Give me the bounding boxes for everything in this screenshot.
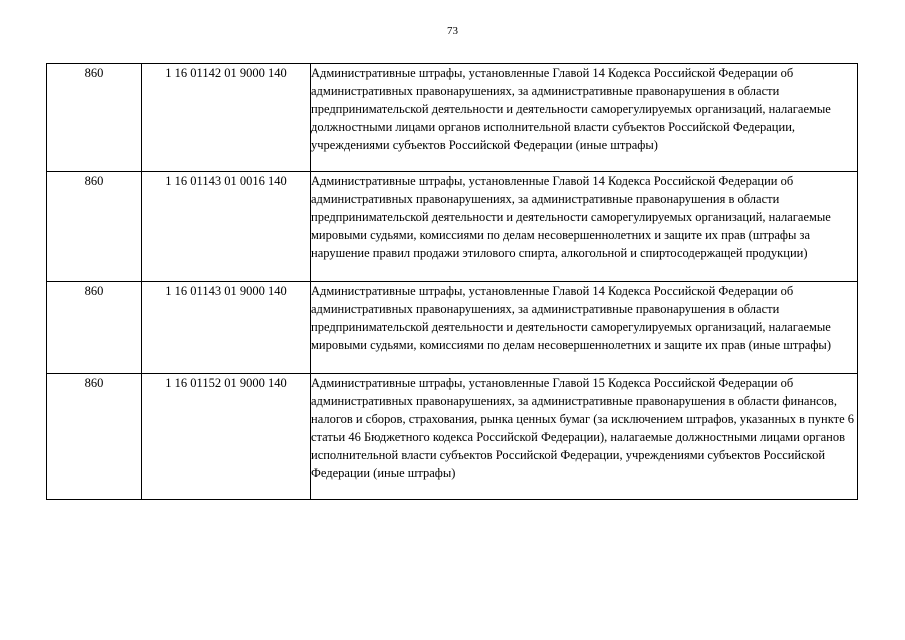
table-row bbox=[47, 374, 858, 500]
budget-codes-table bbox=[46, 63, 858, 500]
description-cell: Административные штрафы, установленные Главой 14 Кодекса Российской Федерации об административных правонарушениях, за административные правонарушения в области предпринимательской деятельности и деятельности саморегулируемых организаций, налагаемые должностными лицами органов исполнительной власти субъектов Российской Федерации, учреждениями субъектов Российской Федерации (иные штрафы) bbox=[311, 64, 858, 172]
table-row bbox=[47, 282, 858, 374]
admin-code-cell: 860 bbox=[47, 282, 142, 374]
kbk-code-cell: 1 16 01152 01 9000 140 bbox=[142, 374, 311, 500]
admin-code-cell: 860 bbox=[47, 172, 142, 282]
description-cell: Административные штрафы, установленные Главой 14 Кодекса Российской Федерации об административных правонарушениях, за административные правонарушения в области предпринимательской деятельности и деятельности саморегулируемых организаций, налагаемые мировыми судьями, комиссиями по делам несовершеннолетних и защите их прав (иные штрафы) bbox=[311, 282, 858, 374]
kbk-code-cell: 1 16 01142 01 9000 140 bbox=[142, 64, 311, 172]
description-cell: Административные штрафы, установленные Главой 14 Кодекса Российской Федерации об административных правонарушениях, за административные правонарушения в области предпринимательской деятельности и деятельности саморегулируемых организаций, налагаемые мировыми судьями, комиссиями по делам несовершеннолетних и защите их прав (штрафы за нарушение правил продажи этилового спирта, алкогольной и спиртосодержащей продукции) bbox=[311, 172, 858, 282]
kbk-code-cell: 1 16 01143 01 9000 140 bbox=[142, 282, 311, 374]
admin-code-cell: 860 bbox=[47, 64, 142, 172]
table-row bbox=[47, 172, 858, 282]
kbk-code-cell: 1 16 01143 01 0016 140 bbox=[142, 172, 311, 282]
admin-code-cell: 860 bbox=[47, 374, 142, 500]
page-number: 73 bbox=[447, 25, 458, 37]
table-row bbox=[47, 64, 858, 172]
description-cell: Административные штрафы, установленные Главой 15 Кодекса Российской Федерации об административных правонарушениях, за административные правонарушения в области финансов, налогов и сборов, страхования, рынка ценных бумаг (за исключением штрафов, указанных в пункте 6 статьи 46 Бюджетного кодекса Российской Федерации), налагаемые должностными лицами органов исполнительной власти субъектов Российской Федерации, учреждениями субъектов Российской Федерации (иные штрафы) bbox=[311, 374, 858, 500]
